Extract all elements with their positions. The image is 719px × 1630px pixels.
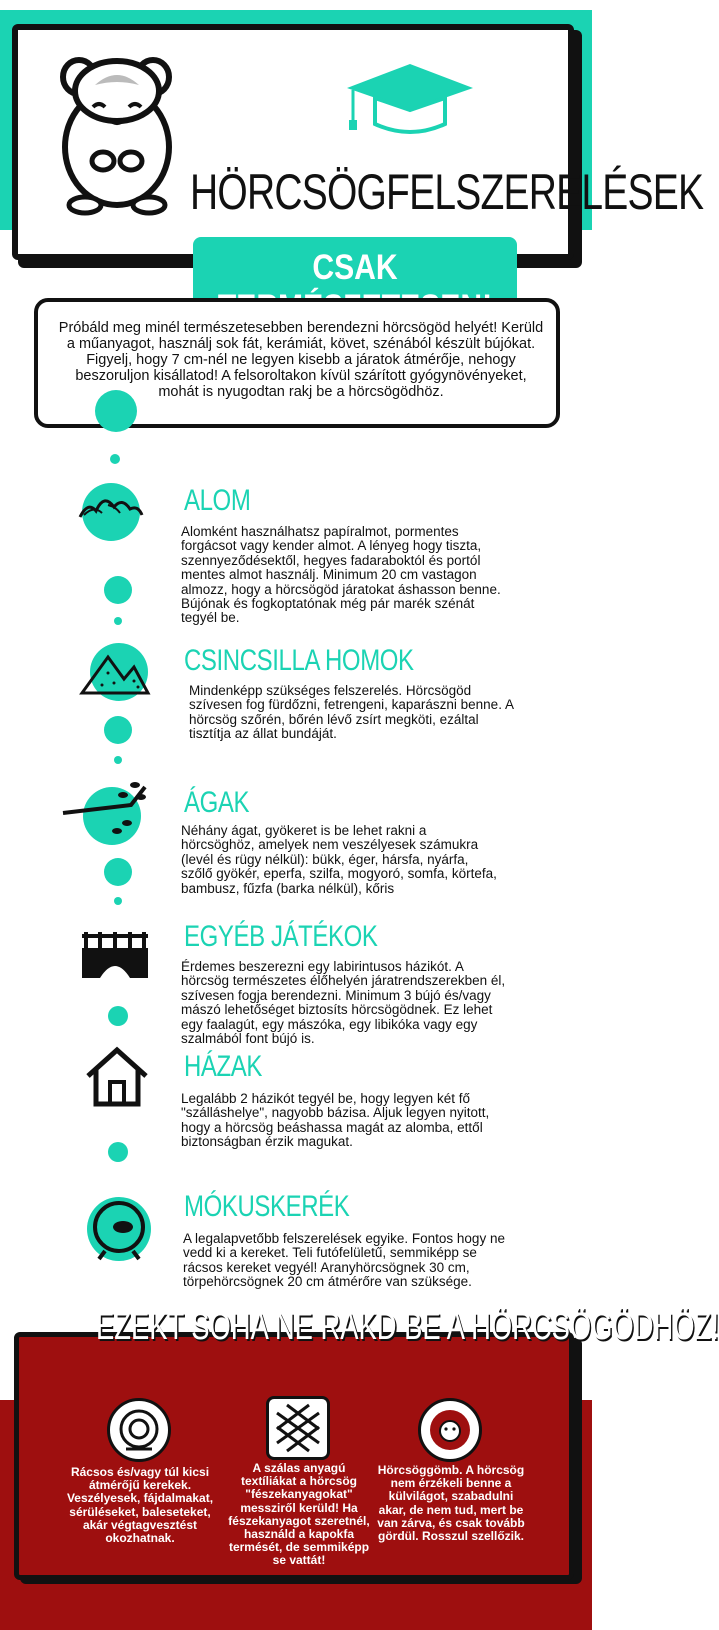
timeline-dot [110,454,120,464]
warning-text-wheel: Rácsos és/vagy túl kicsi átmérőjű kerekek. Veszélyesek, fájdalmakat, sérüléseket, baleseteket, akár végtagvesztést okozhatnak. [66,1465,214,1546]
hamster-ball-icon [418,1398,482,1462]
section-title-hazak: HÁZAK [184,1050,263,1083]
timeline-dot [114,617,122,625]
section-text-hazak: Legalább 2 házikót tegyél be, hogy legyen két fő "szálláshelye", nagyobb bázisa. Aljuk legyen nyitott, hogy a hörcsög beáshassa magát az alomba, ettől biztonságban érzik magukat. [181,1091,490,1150]
section-text-egyeb-jatekok: Érdemes beszerezni egy labirintusos házikót. A hörcsög természetes élőhelyén járatrendszerekben él, szívesen fogja berendezni. Minimum 3 bújó és/vagy mászó lehetőséget biztosíts hörcsögödnek. Ez lehet egy faalagút, egy mászóka, egy libikóka vagy egy szalmából font bújó is. [181,959,506,1047]
section-title-mokuskerek: MÓKUSKERÉK [184,1190,350,1223]
barred-wheel-icon [107,1398,171,1462]
timeline-dot [104,576,132,604]
section-title-agak: ÁGAK [184,786,250,819]
bridge-icon [80,928,150,980]
wheel-icon [87,1197,151,1261]
hay-icon [82,483,140,541]
timeline-dot [114,897,122,905]
yarn-icon [266,1396,330,1460]
section-text-agak: Néhány ágat, gyökeret is be lehet rakni a hörcsöghöz, amelyek nem veszélyesek számukra (levél és rügy nélkül): bükk, éger, hársfa, nyárfa, szőlő gyökér, eperfa, szilfa, mogyoró, somfa, körtefa, bambusz, fűzfa (barka nélkül), kőris [181,823,497,896]
branch-icon [83,787,141,845]
timeline-dot [104,858,132,886]
timeline-dot [108,1006,128,1026]
timeline-dot [104,716,132,744]
warning-text-yarn: A szálas anyagú textíliákat a hörcsög "fészekanyagokat" messziről kerüld! Ha fészekanyagot szeretnél, használd a kapokfa termését, de semmiképp se vattát! [228,1461,370,1568]
warning-title: EZEKT SOHA NE RAKD BE A HÖRCSÖGÖDHÖZ! [96,1306,719,1348]
timeline-dot [108,1142,128,1162]
house-icon [84,1046,150,1108]
page-title: HÖRCSÖGFELSZERELÉSEK [190,164,704,220]
sand-icon [90,643,148,701]
graduation-cap-icon [345,62,475,137]
intro-text: Próbáld meg minél természetesebben berendezni hörcsögöd helyét! Kerüld a műanyagot, használj sok fát, kerámiát, követ, szénából készült bújókat. Figyelj, hogy 7 cm-nél ne legyen kisebb a járatok átmérője, nehogy beszoruljon kisállatod! A felsoroltakon kívül szárított gyógynövényeket, mohát is nyugodtan rakj be a hörcsögödhöz. [58,320,544,400]
section-title-alom: ALOM [184,484,251,517]
section-title-egyeb-jatekok: EGYÉB JÁTÉKOK [184,920,378,953]
warning-text-ball: Hörcsöggömb. A hörcsög nem érzékeli benne a külvilágot, szabadulni akar, de nem tud, mert be van zárva, és csak tovább gördül. Rosszul szellőzik. [377,1463,525,1544]
subtitle: CSAK [312,248,398,287]
section-title-csincsilla-homok: CSINCSILLA HOMOK [184,644,414,677]
timeline-dot [95,390,137,432]
section-text-csincsilla-homok: Mindenképp szükséges felszerelés. Hörcsögöd szívesen fog fürdőzni, fetrengeni, kaparászni benne. A hörcsög szőrén, bőrén lévő zsírt megköti, ezáltal tisztítja az állat bundáját. [189,683,514,742]
section-text-alom: Alomként használhatsz papíralmot, pormentes forgácsot vagy kender almot. A lényeg hogy tiszta, szennyeződésektől, hegyes fadaraboktól és portól mentes almot használj. Minimum 20 cm vastagon almozz, hogy a hörcsögöd járatokat áshasson benne. Bújónak és fogkoptatónak még pár marék szénát tegyél be. [181,524,501,626]
section-text-mokuskerek: A legalapvetőbb felszerelések egyike. Fontos hogy ne vedd ki a kereket. Teli futófelületű, semmiképp se rácsos kereket vegyél! Aranyhörcsögnek 30 cm, törpehörcsögnek 20 cm átmérőre van szüksége. [183,1231,505,1290]
timeline-dot [114,756,122,764]
hamster-mascot-icon [55,55,180,215]
